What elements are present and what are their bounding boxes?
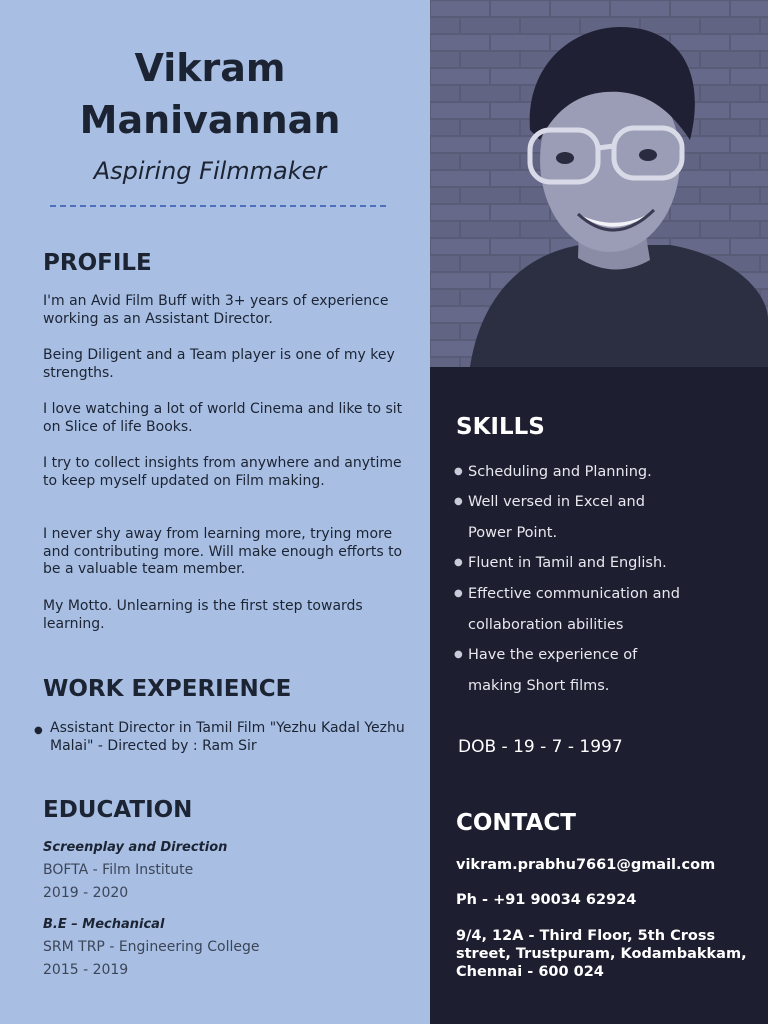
profile-heading: PROFILE xyxy=(43,250,152,276)
right-panel xyxy=(430,0,768,1024)
bullet-icon: ● xyxy=(454,588,463,599)
skill-text: Well versed in Excel and Power Point. xyxy=(468,494,645,541)
skill-text: Fluent in Tamil and English. xyxy=(468,555,667,571)
skill-text: Have the experience of making Short films. xyxy=(468,647,638,694)
education-title: B.E – Mechanical xyxy=(43,917,165,932)
profile-paragraph: I love watching a lot of world Cinema and like to sit on Slice of life Books. xyxy=(43,401,403,435)
skill-item xyxy=(454,548,754,579)
skill-item xyxy=(454,640,664,701)
profile-paragraph: I never shy away from learning more, trying more and contributing more. Will make enough efforts to be a valuable team member. xyxy=(43,526,403,577)
portrait-photo xyxy=(430,0,768,367)
education-heading: EDUCATION xyxy=(43,797,193,823)
dashed-divider xyxy=(50,205,386,207)
last-name: Manivannan xyxy=(79,98,341,142)
profile-paragraph: I try to collect insights from anywhere and anytime to keep myself updated on Film making. xyxy=(43,455,402,489)
profile-paragraph: Being Diligent and a Team player is one of my key strengths. xyxy=(43,347,395,381)
bullet-icon: ● xyxy=(454,496,463,507)
contact-address: 9/4, 12A - Third Floor, 5th Cross street, Trustpuram, Kodambakkam, Chennai - 600 024 xyxy=(456,928,747,980)
work-item-text: Assistant Director in Tamil Film "Yezhu Kadal Yezhu Malai" - Directed by : Ram Sir xyxy=(50,720,405,754)
skill-text: Scheduling and Planning. xyxy=(468,464,652,480)
skill-item xyxy=(454,487,664,548)
skills-heading: SKILLS xyxy=(456,414,545,440)
bullet-icon: ● xyxy=(34,725,43,736)
bullet-icon: ● xyxy=(454,557,463,568)
job-title: Aspiring Filmmaker xyxy=(93,157,327,185)
education-institution: BOFTA - Film Institute xyxy=(43,862,194,878)
skill-text: Effective communication and collaboration abilities xyxy=(468,586,680,633)
portrait-illustration xyxy=(430,0,768,367)
bullet-icon: ● xyxy=(454,649,463,660)
education-title: Screenplay and Direction xyxy=(43,840,228,855)
profile-paragraph: I'm an Avid Film Buff with 3+ years of experience working as an Assistant Director. xyxy=(43,293,389,327)
contact-phone[interactable]: Ph - +91 90034 62924 xyxy=(456,892,637,908)
contact-heading: CONTACT xyxy=(456,810,576,836)
work-item xyxy=(34,720,414,755)
skill-item xyxy=(454,457,754,488)
education-institution: SRM TRP - Engineering College xyxy=(43,939,260,955)
bullet-icon: ● xyxy=(454,466,463,477)
date-of-birth: DOB - 19 - 7 - 1997 xyxy=(458,737,623,757)
contact-email[interactable]: vikram.prabhu7661@gmail.com xyxy=(456,857,716,873)
work-experience-heading: WORK EXPERIENCE xyxy=(43,676,292,702)
first-name: Vikram xyxy=(134,46,286,90)
skill-item xyxy=(454,579,714,640)
education-years: 2019 - 2020 xyxy=(43,885,129,901)
profile-paragraph: My Motto. Unlearning is the first step towards learning. xyxy=(43,598,363,632)
education-years: 2015 - 2019 xyxy=(43,962,129,978)
